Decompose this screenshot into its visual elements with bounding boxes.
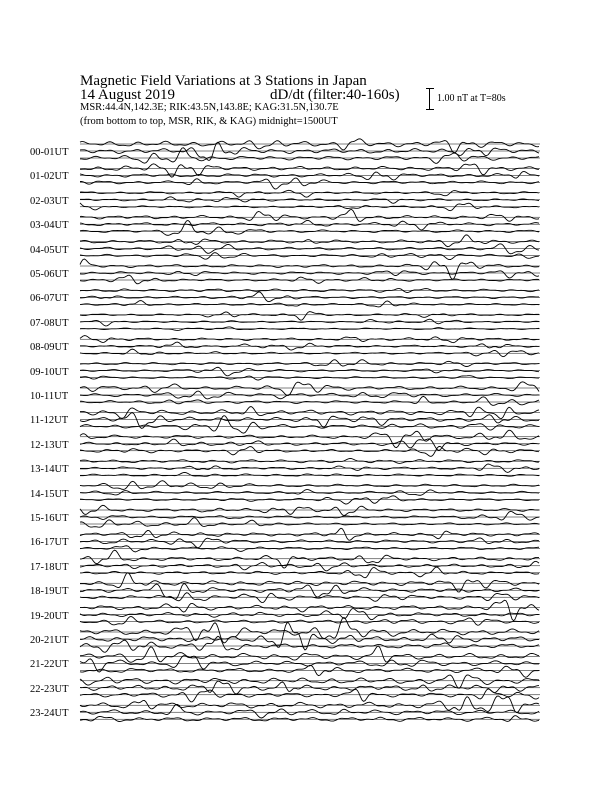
- row-label: 06-07UT: [30, 293, 69, 305]
- trace-msr: [80, 178, 539, 189]
- row-label: 21-22UT: [30, 659, 69, 671]
- station-coordinates: MSR:44.4N,142.3E; RIK:43.5N,143.8E; KAG:31.5N,130.7E: [80, 102, 339, 113]
- trace-rik: [80, 538, 539, 548]
- trace-kag: [80, 382, 539, 396]
- trace-rik: [80, 197, 539, 203]
- row-label: 02-03UT: [30, 195, 69, 207]
- trace-rik: [80, 319, 539, 326]
- scale-bar: [426, 88, 434, 110]
- trace-msr: [80, 636, 539, 652]
- trace-msr: [80, 301, 539, 307]
- scale-label: 1.00 nT at T=80s: [437, 93, 506, 104]
- trace-kag: [80, 481, 539, 490]
- trace-kag: [80, 458, 539, 463]
- row-label: 20-21UT: [30, 635, 69, 646]
- row-label: 00-01UT: [30, 147, 69, 158]
- trace-msr: [80, 275, 539, 284]
- trace-msr: [80, 446, 539, 456]
- date-label: 14 August 2019: [80, 87, 176, 103]
- row-label: 13-14UT: [30, 464, 69, 476]
- trace-rik: [80, 511, 539, 520]
- row-label: 07-08UT: [30, 317, 69, 329]
- trace-kag: [80, 235, 539, 247]
- row-label: 18-19UT: [30, 586, 69, 598]
- trace-rik: [80, 271, 539, 278]
- trace-msr: [80, 253, 539, 260]
- row-label: 19-20UT: [30, 610, 69, 622]
- trace-rik: [80, 292, 539, 302]
- trace-msr: [80, 567, 539, 578]
- chart-title: Magnetic Field Variations at 3 Stations in Japan: [80, 73, 367, 89]
- trace-kag: [80, 360, 539, 367]
- row-label: 03-04UT: [30, 220, 69, 232]
- trace-msr: [80, 716, 539, 722]
- trace-kag: [80, 190, 539, 197]
- row-label: 11-12UT: [30, 415, 69, 427]
- trace-msr: [80, 396, 539, 405]
- quantity-label: dD/dt (filter:40-160s): [270, 87, 400, 103]
- station-order-note: (from bottom to top, MSR, RIK, & KAG) midnight=1500UT: [80, 116, 338, 127]
- trace-kag: [80, 259, 539, 279]
- chart-subtitle: [80, 88, 400, 103]
- trace-msr: [80, 472, 539, 476]
- row-label: 14-15UT: [30, 488, 69, 500]
- trace-kag: [80, 209, 539, 221]
- row-label: 17-18UT: [30, 561, 69, 573]
- trace-msr: [80, 546, 539, 552]
- trace-msr: [80, 416, 539, 434]
- trace-kag: [80, 505, 539, 515]
- trace-msr: [80, 349, 539, 356]
- row-label: 23-24UT: [30, 708, 69, 720]
- trace-msr: [80, 665, 539, 677]
- trace-kag: [80, 312, 539, 320]
- row-label: 12-13UT: [30, 439, 69, 451]
- trace-msr: [80, 593, 539, 603]
- row-label: 08-09UT: [30, 342, 69, 354]
- trace-rik: [80, 367, 539, 376]
- trace-msr: [80, 518, 539, 528]
- trace-kag: [80, 573, 539, 592]
- trace-msr: [80, 496, 539, 504]
- trace-rik: [80, 561, 539, 570]
- row-label: 04-05UT: [30, 244, 69, 256]
- row-label: 16-17UT: [30, 537, 69, 549]
- trace-kag: [80, 646, 539, 662]
- trace-rik: [80, 656, 539, 672]
- trace-rik: [80, 171, 539, 180]
- trace-rik: [80, 439, 539, 450]
- trace-rik: [80, 220, 539, 230]
- row-label: 05-06UT: [30, 269, 69, 280]
- row-label: 01-02UT: [30, 171, 69, 183]
- row-label: 10-11UT: [30, 391, 69, 402]
- row-label: 09-10UT: [30, 366, 69, 378]
- row-label: 15-16UT: [30, 513, 69, 524]
- trace-msr: [80, 616, 539, 625]
- row-label: 22-23UT: [30, 683, 69, 695]
